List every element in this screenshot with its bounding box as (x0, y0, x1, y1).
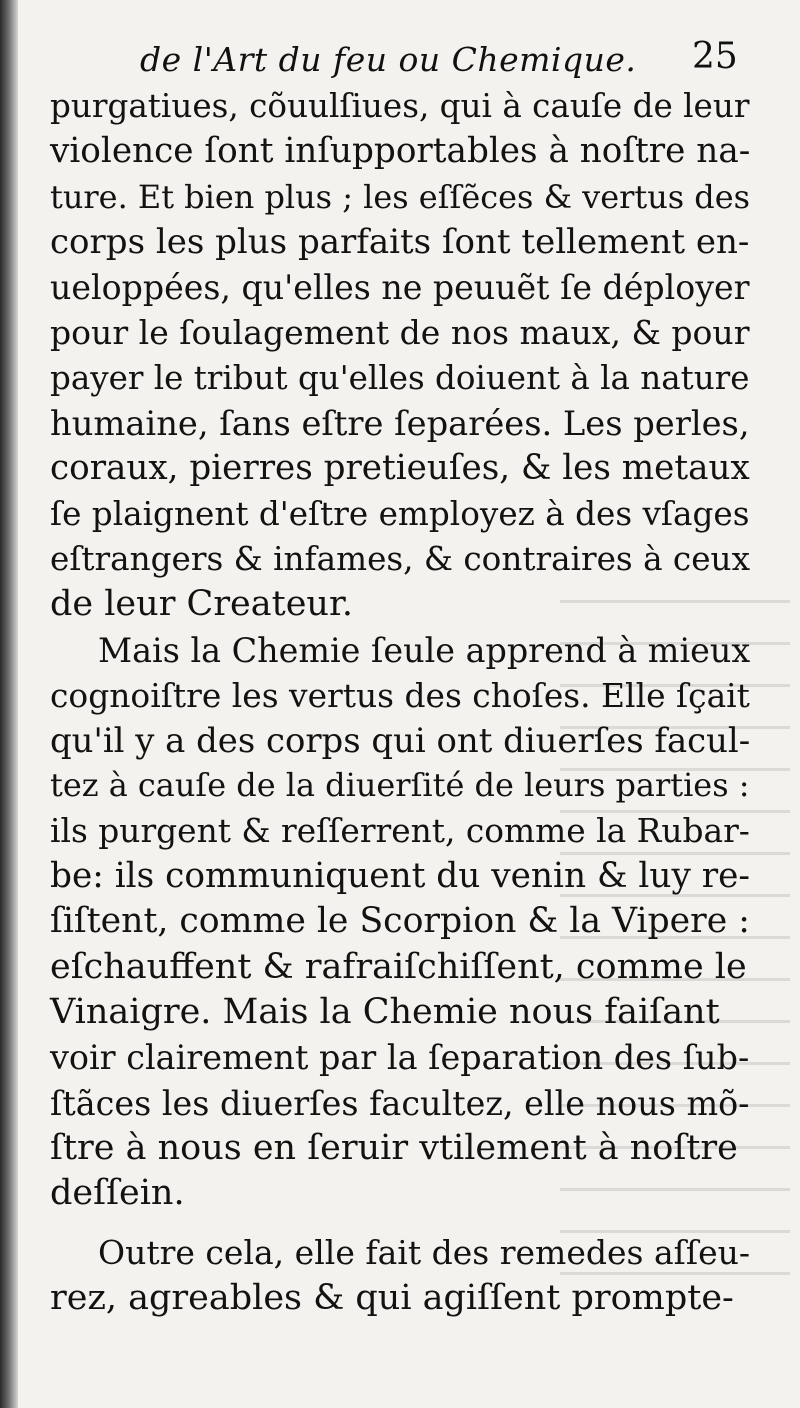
text-line: voir clairement par la ſeparation des ſub- (50, 1038, 750, 1078)
text-line: rez, agreables & qui agiſſent prompte- (50, 1277, 734, 1318)
text-line: tez à cauſe de la diuerſité de leurs parties : (50, 766, 750, 805)
text-line: violence ſont inſupportables à noſtre na- (50, 131, 751, 172)
text-line: coraux, pierres pretieuſes, & les metaux (50, 448, 750, 489)
text-line: cognoiſtre les vertus des choſes. Elle ſçait (50, 675, 750, 715)
text-line: corps les plus parfaits ſont tellement en- (50, 221, 750, 262)
text-line: ture. Et bien plus ; les eſſẽces & vertus des (50, 177, 751, 216)
text-line: de leur Createur. (50, 584, 353, 625)
text-line: payer le tribut qu'elles doiuent à la nature (50, 358, 750, 397)
text-line: eſchauffent & rafraiſchiſſent, comme le (50, 946, 747, 987)
paragraph-2 (50, 628, 750, 1217)
text-line: Vinaigre. Mais la Chemie nous faiſant (50, 991, 720, 1032)
text-line: qu'il y a des corps qui ont diuerſes facul- (50, 721, 751, 761)
running-head (0, 30, 800, 90)
body-text (50, 84, 750, 1321)
text-line: humaine, ſans eſtre ſeparées. Les perles, (50, 404, 750, 444)
text-line: ſtãces les diuerſes facultez, elle nous mõ- (50, 1083, 750, 1123)
text-line: Outre cela, elle fait des remedes aſſeu- (98, 1233, 751, 1273)
text-line: ſtre à nous en ſeruir vtilement à noſtre (50, 1127, 738, 1168)
text-line: purgatiues, cõuulſiues, qui à cauſe de leur (50, 87, 750, 125)
text-line: pour le ſoulagement de nos maux, & pour (50, 313, 750, 353)
page-gutter-shadow (0, 0, 18, 1408)
text-line: ueloppées, qu'elles ne peuuẽt ſe déployer (50, 268, 750, 308)
text-line: ſe plaignent d'eſtre employez à des vſages (50, 494, 750, 533)
text-line: be: ils communiquent du venin & luy re- (50, 856, 751, 897)
paragraph-spacer (50, 1216, 750, 1230)
paragraph-1 (50, 84, 750, 628)
text-line: ils purgent & reſſerrent, comme la Rubar- (50, 811, 750, 850)
paragraph-3 (50, 1230, 750, 1321)
text-line: Mais la Chemie ſeule apprend à mieux (98, 630, 751, 670)
page-number: 25 (692, 36, 738, 77)
text-line: ſiſtent, comme le Scorpion & la Vipere : (50, 901, 750, 942)
running-title: de l'Art du feu ou Chemique. (140, 40, 637, 79)
text-line: eſtrangers & infames, & contraires à ceux (50, 539, 750, 578)
text-line: deſſein. (50, 1173, 185, 1214)
